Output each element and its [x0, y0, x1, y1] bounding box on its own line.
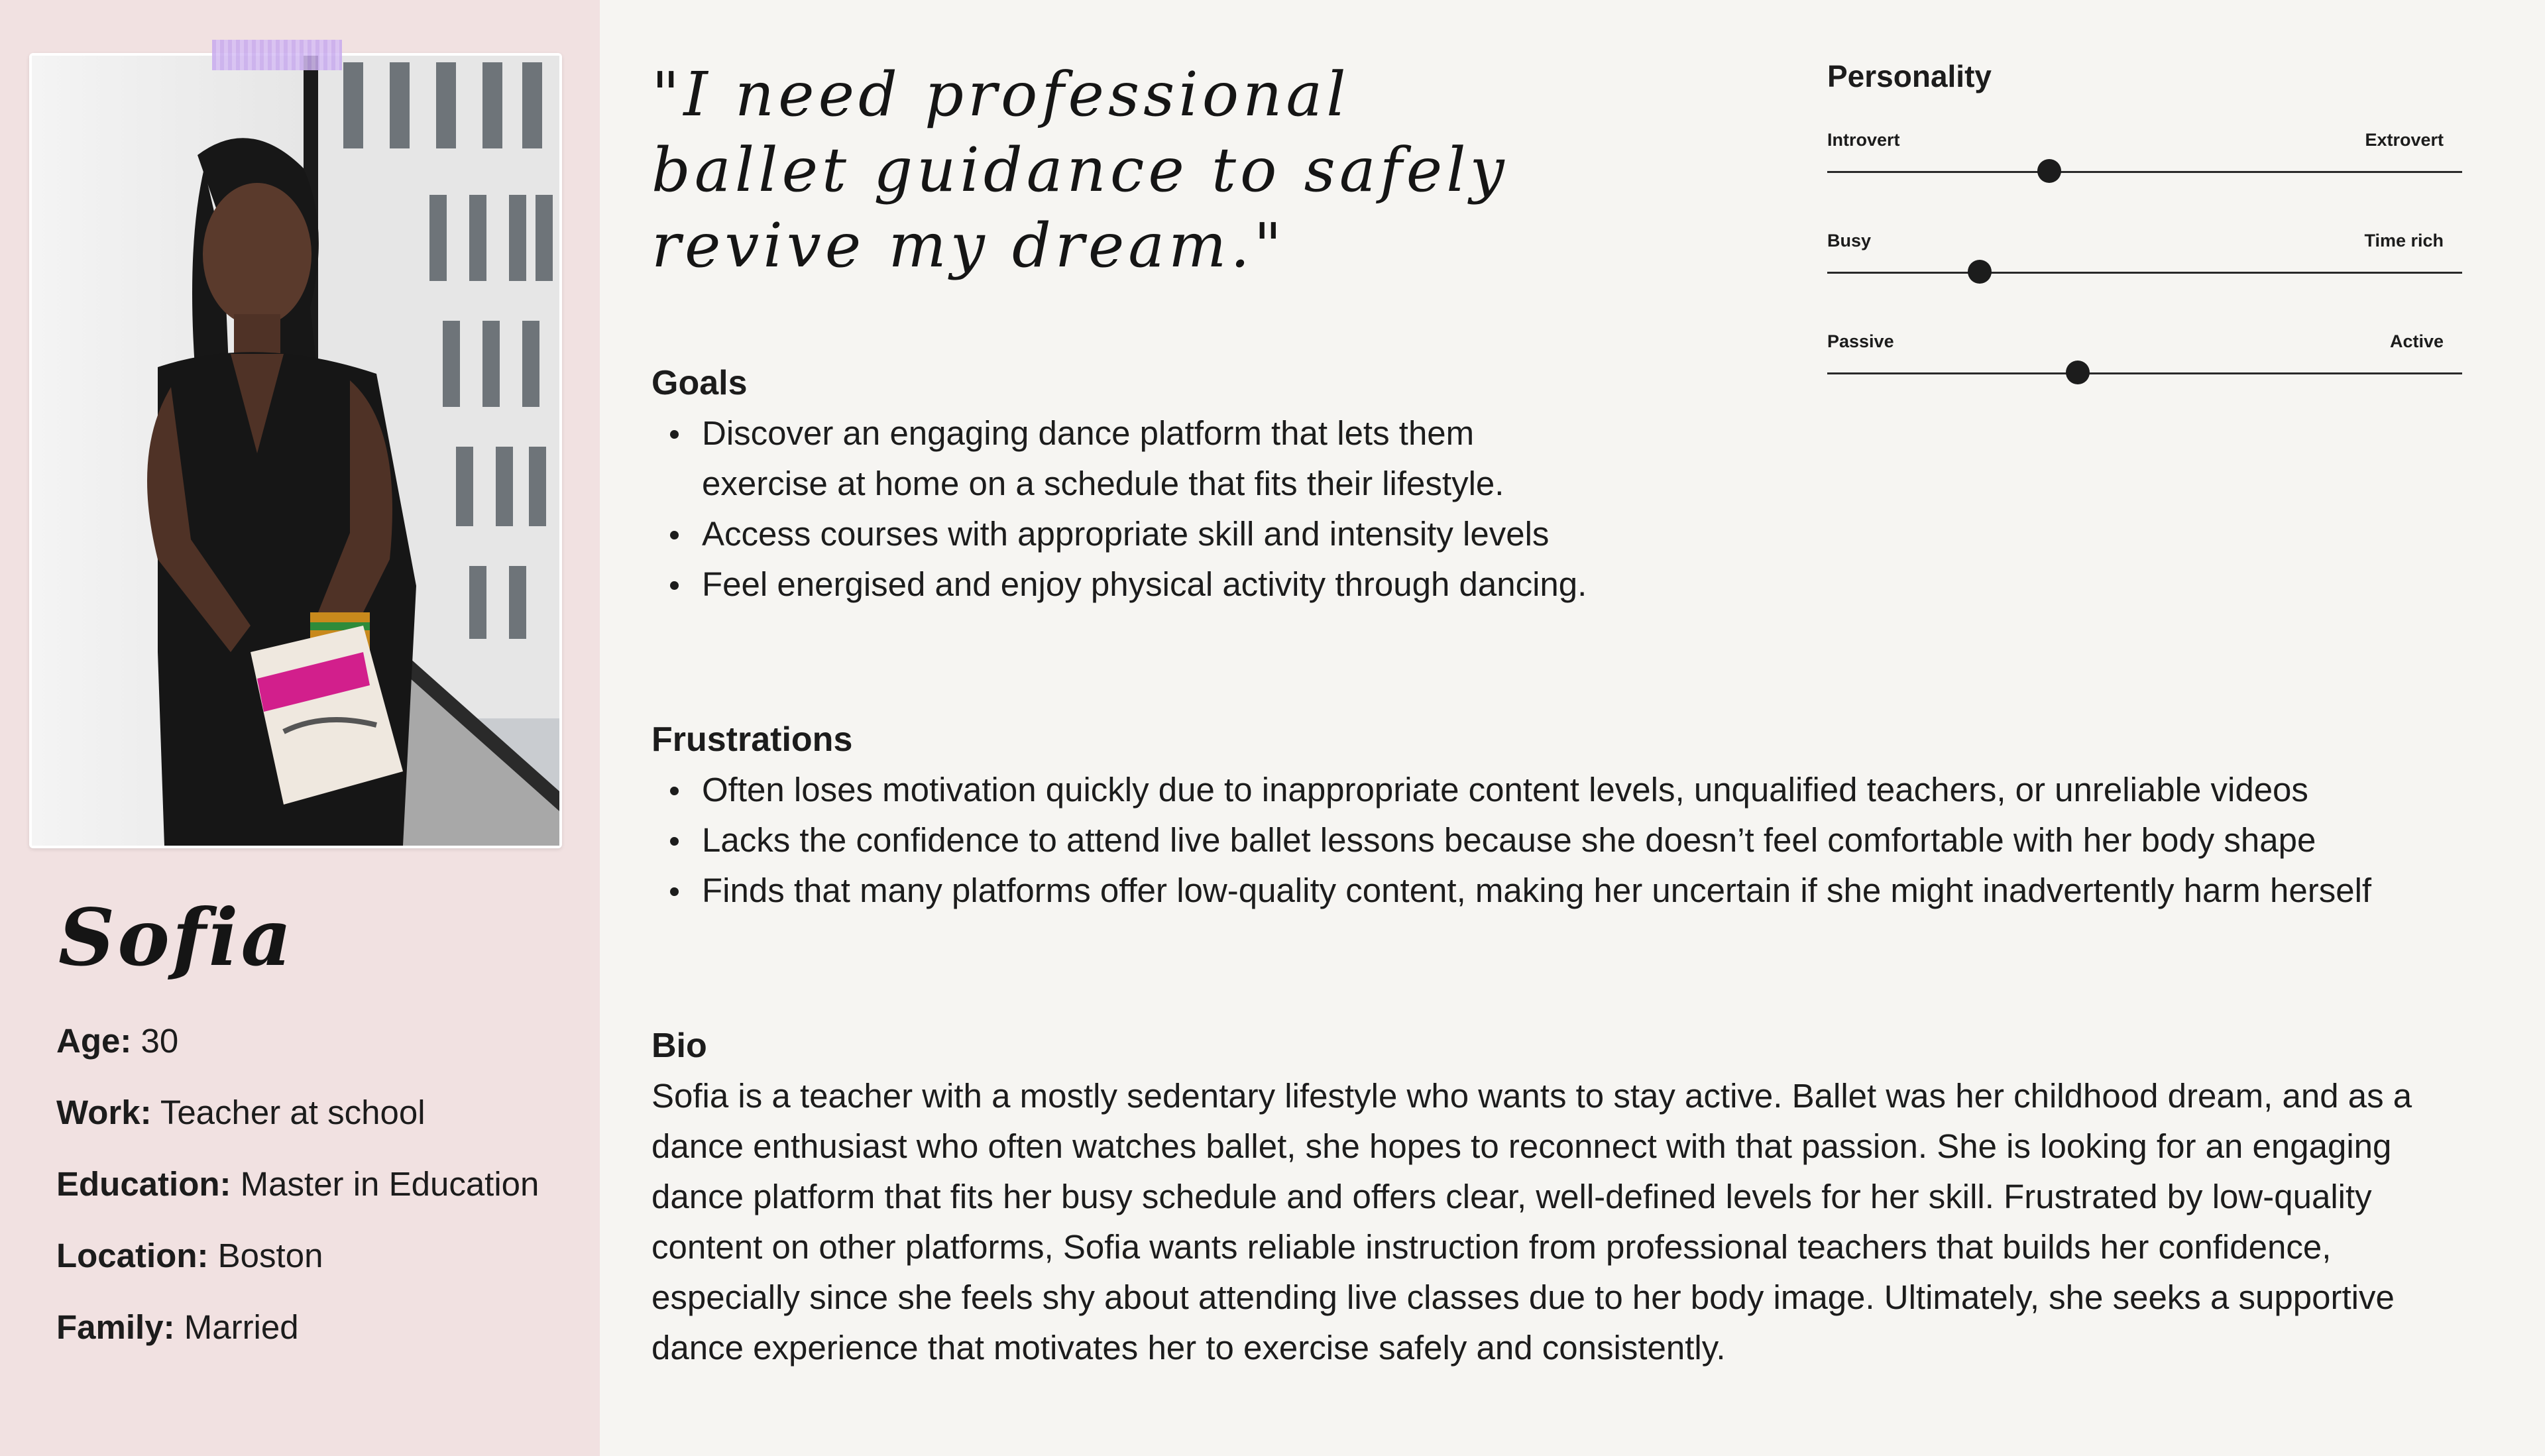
fact-value: Married	[184, 1308, 299, 1346]
goals-list	[651, 408, 1587, 610]
frustrations-list	[651, 765, 2371, 916]
scale-right-label: Active	[2389, 331, 2444, 351]
fact-value: 30	[141, 1022, 179, 1060]
scale-right-label: Time rich	[2364, 231, 2444, 251]
scale-track	[1827, 272, 2462, 274]
fact-value: Master in Education	[240, 1165, 539, 1203]
bio-text: Sofia is a teacher with a mostly sedentary lifestyle who wants to stay active. Ballet was her childhood dream, and as a dance enthusiast who often watches ballet, she hopes to reconnect with that passion. She is looking for an engaging dance platform that fits her busy schedule and offers clear, well-defined levels for her skill. Frustrated by low-quality content on other platforms, Sofia wants reliable instruction from professional teachers that builds her confidence, especially since she feels shy about attending live classes due to her body image. Ultimately, she seeks a supportive dance experience that motivates her to exercise safely and consistently.	[651, 1077, 2412, 1367]
personality-scale-introvert-extrovert	[1827, 130, 2462, 231]
scale-left-label: Passive	[1827, 331, 1894, 351]
fact-label: Education:	[56, 1165, 231, 1203]
fact-value: Boston	[217, 1237, 323, 1274]
fact-label: Age:	[56, 1022, 132, 1060]
frustrations-title: Frustrations	[651, 720, 853, 759]
scale-left-label: Busy	[1827, 231, 1872, 251]
scale-right-label: Extrovert	[2365, 130, 2444, 150]
persona-sidebar	[0, 0, 600, 1456]
goal-item: Discover an engaging dance platform that lets them	[651, 408, 1587, 459]
scale-track	[1827, 372, 2462, 374]
goals-title: Goals	[651, 364, 748, 402]
scale-knob[interactable]	[2066, 361, 2090, 384]
scale-track	[1827, 171, 2462, 173]
personality-title: Personality	[1827, 59, 1992, 93]
goal-item-continuation: exercise at home on a schedule that fits their lifestyle.	[702, 465, 1504, 502]
persona-quote: "I need professional ballet guidance to safely revive my dream."	[651, 59, 1508, 281]
fact-work	[56, 1092, 539, 1164]
frustration-item: Often loses motivation quickly due to inappropriate content levels, unqualified teachers, or unreliable videos	[651, 765, 2371, 815]
fact-family	[56, 1307, 539, 1378]
fact-location	[56, 1235, 539, 1307]
bio-title: Bio	[651, 1027, 707, 1065]
persona-photo	[29, 53, 562, 848]
personality-scale-busy-timerich	[1827, 231, 2462, 331]
scale-knob[interactable]	[2037, 159, 2061, 183]
goal-item: Access courses with appropriate skill and intensity levels	[651, 509, 1587, 559]
goal-item: Feel energised and enjoy physical activity through dancing.	[651, 559, 1587, 610]
scale-knob[interactable]	[1968, 260, 1992, 284]
fact-label: Location:	[56, 1237, 209, 1274]
persona-facts	[56, 1021, 539, 1378]
washi-tape	[212, 40, 342, 70]
fact-value: Teacher at school	[160, 1093, 425, 1131]
scale-left-label: Introvert	[1827, 130, 1900, 150]
fact-age	[56, 1021, 539, 1092]
personality-panel	[1827, 58, 2462, 432]
personality-scale-passive-active	[1827, 331, 2462, 432]
persona-name: Sofia	[58, 891, 294, 983]
fact-education	[56, 1164, 539, 1235]
frustration-item: Finds that many platforms offer low-quality content, making her uncertain if she might inadvertently harm herself	[651, 866, 2371, 916]
frustration-item: Lacks the confidence to attend live ballet lessons because she doesn’t feel comfortable with her body shape	[651, 815, 2371, 866]
portrait-photo-icon	[32, 56, 559, 846]
fact-label: Family:	[56, 1308, 175, 1346]
fact-label: Work:	[56, 1093, 152, 1131]
